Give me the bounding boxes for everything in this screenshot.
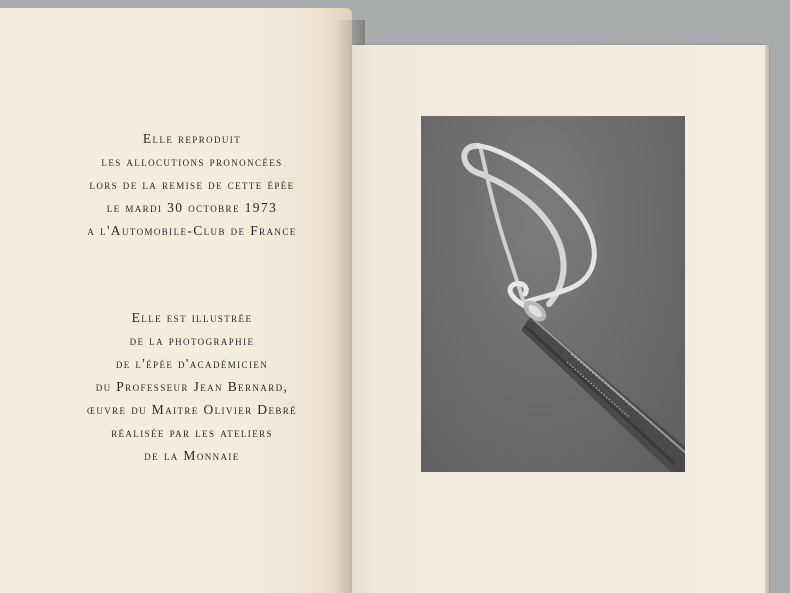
text-line: œuvre du Maitre Olivier Debré	[86, 402, 298, 417]
text-line: réalisée par les ateliers	[111, 425, 273, 440]
sword-knuckle-bow	[479, 146, 594, 302]
text-line: du Professeur Jean Bernard,	[95, 379, 289, 394]
text-line: lors de la remise de cette épée	[89, 177, 295, 192]
text-line: le mardi 30 octobre 1973	[106, 200, 278, 215]
blade-spine	[525, 326, 675, 464]
text-line: de l'épée d'académicien	[115, 356, 269, 371]
sword-illustration	[421, 116, 685, 472]
sword-photograph	[421, 116, 685, 472]
paragraph-illustration	[60, 306, 324, 467]
text-line: a l'Automobile-Club de France	[87, 223, 297, 238]
sword-guard	[464, 146, 563, 304]
text-line: de la Monnaie	[144, 448, 240, 463]
text-line: les allocutions prononcées	[101, 154, 283, 169]
text-line: Elle reproduit	[142, 131, 242, 146]
left-page	[0, 8, 352, 593]
page-edge	[765, 45, 769, 593]
paragraph-reproduction	[60, 127, 324, 242]
text-line: Elle est illustrée	[131, 310, 253, 325]
text-line: de la photographie	[129, 333, 255, 348]
